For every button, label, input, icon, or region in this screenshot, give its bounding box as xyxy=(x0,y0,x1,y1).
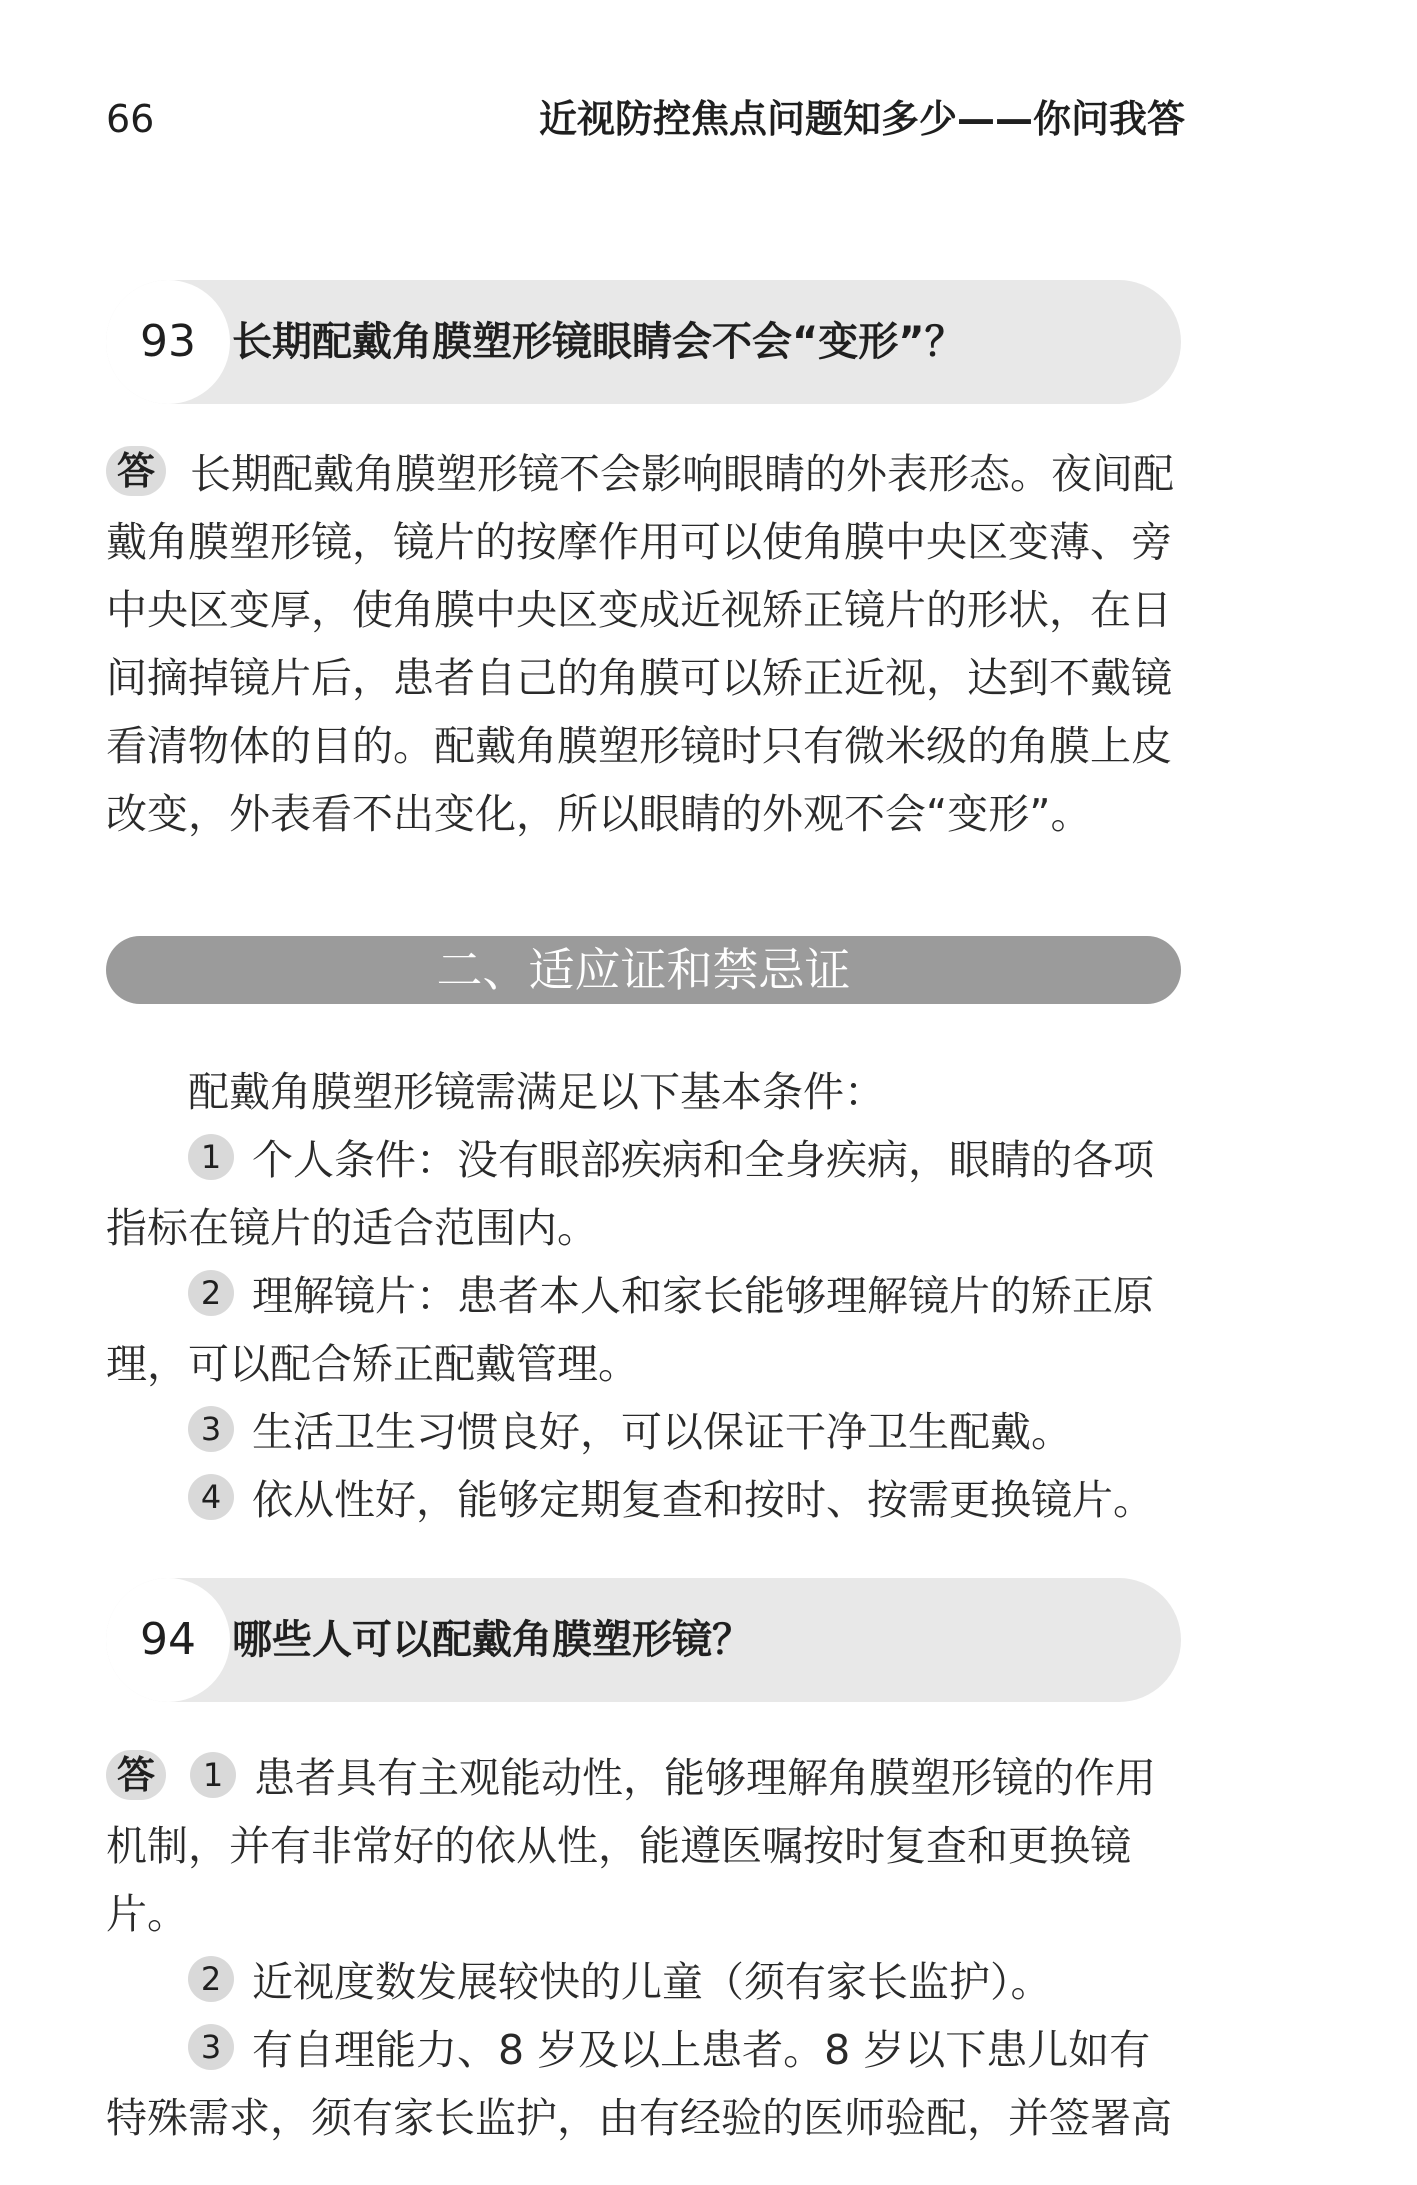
question-94-bar xyxy=(106,1578,1181,1702)
list-item-continuation: 理，可以配合矫正配戴管理。 xyxy=(106,1340,639,1388)
running-title: 近视防控焦点问题知多少——你问我答 xyxy=(538,97,1185,141)
answer-line: 看清物体的目的。配戴角膜塑形镜时只有微米级的角膜上皮 xyxy=(106,722,1172,770)
item-number: 2 xyxy=(188,1956,234,2002)
item-text: 理解镜片：患者本人和家长能够理解镜片的矫正原 xyxy=(252,1272,1154,1320)
list-item xyxy=(106,2016,1181,2084)
list-item-continuation: 指标在镜片的适合范围内。 xyxy=(106,1204,598,1252)
list-item xyxy=(106,1262,1181,1330)
answer-text: 长期配戴角膜塑形镜不会影响眼睛的外表形态。夜间配 xyxy=(190,450,1174,498)
item-text: 依从性好，能够定期复查和按时、按需更换镜片。 xyxy=(252,1476,1154,1524)
list-item xyxy=(106,1948,1181,2016)
item-text: 有自理能力、8 岁及以上患者。8 岁以下患儿如有 xyxy=(252,2026,1151,2074)
item-number: 1 xyxy=(190,1752,236,1798)
answer-line: 改变，外表看不出变化，所以眼睛的外观不会“变形”。 xyxy=(106,790,1092,838)
item-number: 2 xyxy=(188,1270,234,1316)
question-93-bar xyxy=(106,280,1181,404)
answer-line: 间摘掉镜片后，患者自己的角膜可以矫正近视，达到不戴镜 xyxy=(106,654,1172,702)
list-item xyxy=(106,1744,1181,1812)
question-text: 哪些人可以配戴角膜塑形镜？ xyxy=(232,1617,752,1663)
question-number: 93 xyxy=(140,316,196,367)
list-item xyxy=(106,1466,1181,1534)
item-text: 患者具有主观能动性，能够理解角膜塑形镜的作用 xyxy=(254,1754,1156,1802)
item-text: 个人条件：没有眼部疾病和全身疾病，眼睛的各项 xyxy=(252,1136,1154,1184)
page-number: 66 xyxy=(106,97,155,141)
question-number: 94 xyxy=(140,1614,196,1665)
list-item xyxy=(106,1398,1181,1466)
list-item-continuation: 机制，并有非常好的依从性，能遵医嘱按时复查和更换镜片。 xyxy=(106,1822,1131,1938)
item-text: 近视度数发展较快的儿童（须有家长监护）。 xyxy=(252,1958,1052,2006)
answer-line xyxy=(106,440,1181,508)
answer-line: 戴角膜塑形镜，镜片的按摩作用可以使角膜中央区变薄、旁 xyxy=(106,518,1172,566)
item-number: 4 xyxy=(188,1474,234,1520)
list-item xyxy=(106,1126,1181,1194)
answer-94 xyxy=(106,1744,1181,2152)
answer-badge: 答 xyxy=(106,446,166,496)
answer-93 xyxy=(106,440,1181,848)
item-number: 3 xyxy=(188,1406,234,1452)
answer-badge: 答 xyxy=(106,1750,166,1800)
question-text: 长期配戴角膜塑形镜眼睛会不会“变形”？ xyxy=(232,319,965,365)
list-item-continuation: 特殊需求，须有家长监护，由有经验的医师验配，并签署高 xyxy=(106,2094,1172,2142)
item-text: 生活卫生习惯良好，可以保证干净卫生配戴。 xyxy=(252,1408,1072,1456)
section-banner: 二、适应证和禁忌证 xyxy=(106,936,1181,1004)
answer-line: 中央区变厚，使角膜中央区变成近视矫正镜片的形状，在日 xyxy=(106,586,1172,634)
conditions-intro: 配戴角膜塑形镜需满足以下基本条件： xyxy=(188,1068,885,1116)
conditions-block xyxy=(106,1058,1181,1534)
item-number: 1 xyxy=(188,1134,234,1180)
item-number: 3 xyxy=(188,2024,234,2070)
